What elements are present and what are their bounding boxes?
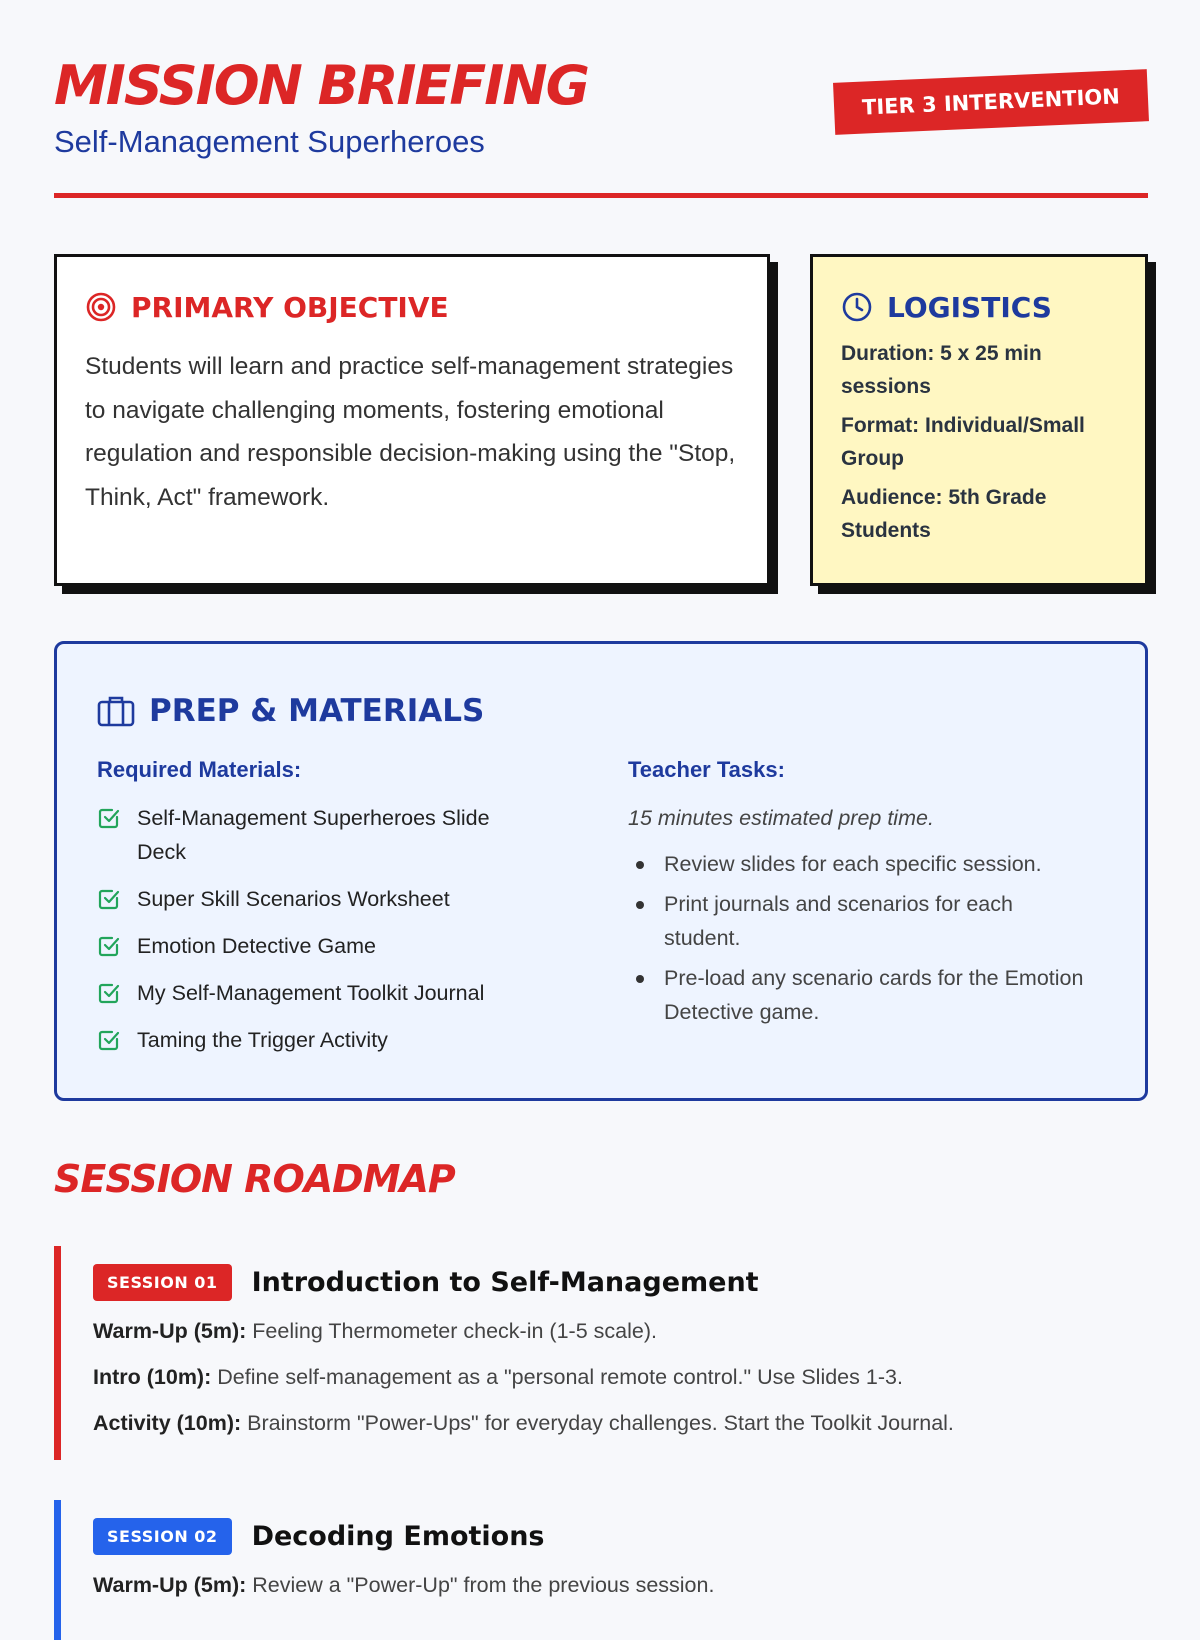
tier-badge: TIER 3 INTERVENTION (833, 69, 1149, 135)
step-label: Activity (10m): (93, 1411, 242, 1435)
task-item (628, 887, 1088, 955)
step-text: Feeling Thermometer check-in (1-5 scale). (252, 1319, 657, 1343)
header-divider (54, 193, 1148, 198)
material-label: Self-Management Superheroes Slide Deck (137, 806, 490, 864)
teacher-tasks-column (628, 757, 1088, 1035)
bullet-icon (636, 975, 644, 983)
target-icon (85, 291, 117, 323)
prep-time: 15 minutes estimated prep time. (628, 806, 934, 830)
material-item (97, 929, 527, 963)
session-badge: SESSION 01 (93, 1264, 232, 1301)
material-label: Emotion Detective Game (137, 934, 376, 958)
check-square-icon (97, 934, 121, 958)
check-square-icon (97, 981, 121, 1005)
material-item (97, 976, 527, 1010)
session-title: Decoding Emotions (251, 1520, 545, 1552)
material-item (97, 882, 527, 916)
task-item (628, 961, 1088, 1029)
prep-header (97, 691, 1105, 731)
step-label: Intro (10m): (93, 1365, 212, 1389)
task-label: Review slides for each specific session. (664, 852, 1042, 876)
logistics-heading: LOGISTICS (887, 290, 1052, 324)
session-step (93, 1314, 1148, 1348)
task-label: Print journals and scenarios for each student. (664, 892, 1013, 950)
logistics-list (841, 337, 1117, 547)
task-item (628, 847, 1088, 881)
session-badge: SESSION 02 (93, 1518, 232, 1555)
session-card-02 (54, 1500, 1148, 1640)
step-label: Warm-Up (5m): (93, 1319, 247, 1343)
check-square-icon (97, 1028, 121, 1052)
session-step (93, 1360, 1148, 1394)
bullet-icon (636, 861, 644, 869)
step-label: Warm-Up (5m): (93, 1573, 247, 1597)
bullet-icon (636, 901, 644, 909)
session-card-01 (54, 1246, 1148, 1460)
material-item (97, 1023, 527, 1057)
header (54, 0, 1148, 200)
briefcase-icon (97, 694, 135, 728)
logistics-duration: Duration: 5 x 25 min sessions (841, 342, 1042, 398)
task-label: Pre-load any scenario cards for the Emotion Detective game. (664, 966, 1084, 1024)
material-label: My Self-Management Toolkit Journal (137, 981, 485, 1005)
session-step (93, 1406, 1148, 1440)
check-square-icon (97, 887, 121, 911)
logistics-header (841, 287, 1117, 327)
objective-card (54, 254, 770, 586)
logistics-format: Format: Individual/Small Group (841, 414, 1085, 470)
logistics-card (810, 254, 1148, 586)
material-label: Super Skill Scenarios Worksheet (137, 887, 450, 911)
session-header (93, 1262, 1148, 1302)
session-title: Introduction to Self-Management (251, 1266, 759, 1298)
objective-header (85, 287, 739, 327)
objective-text: Students will learn and practice self-management strategies to navigate challenging moments, fostering emotional regulation and responsible decision-making using the "Stop, Think, Act" framework. (85, 353, 736, 511)
page-subtitle: Self-Management Superheroes (54, 124, 485, 159)
materials-column (97, 757, 527, 1070)
page-title: MISSION BRIEFING (54, 54, 588, 117)
session-header (93, 1516, 1148, 1556)
tasks-title: Teacher Tasks: (628, 757, 785, 782)
roadmap-title: SESSION ROADMAP (54, 1157, 455, 1201)
materials-title: Required Materials: (97, 757, 302, 782)
logistics-audience: Audience: 5th Grade Students (841, 486, 1047, 542)
session-step (93, 1568, 1148, 1602)
step-text: Brainstorm "Power-Ups" for everyday challenges. Start the Toolkit Journal. (247, 1411, 954, 1435)
material-item (97, 801, 527, 869)
check-square-icon (97, 806, 121, 830)
objective-heading: PRIMARY OBJECTIVE (131, 290, 449, 324)
prep-materials-panel (54, 641, 1148, 1101)
material-label: Taming the Trigger Activity (137, 1028, 388, 1052)
clock-icon (841, 291, 873, 323)
prep-heading: PREP & MATERIALS (149, 693, 485, 729)
step-text: Define self-management as a "personal remote control." Use Slides 1-3. (217, 1365, 903, 1389)
page (54, 0, 1148, 1597)
step-text: Review a "Power-Up" from the previous session. (252, 1573, 715, 1597)
